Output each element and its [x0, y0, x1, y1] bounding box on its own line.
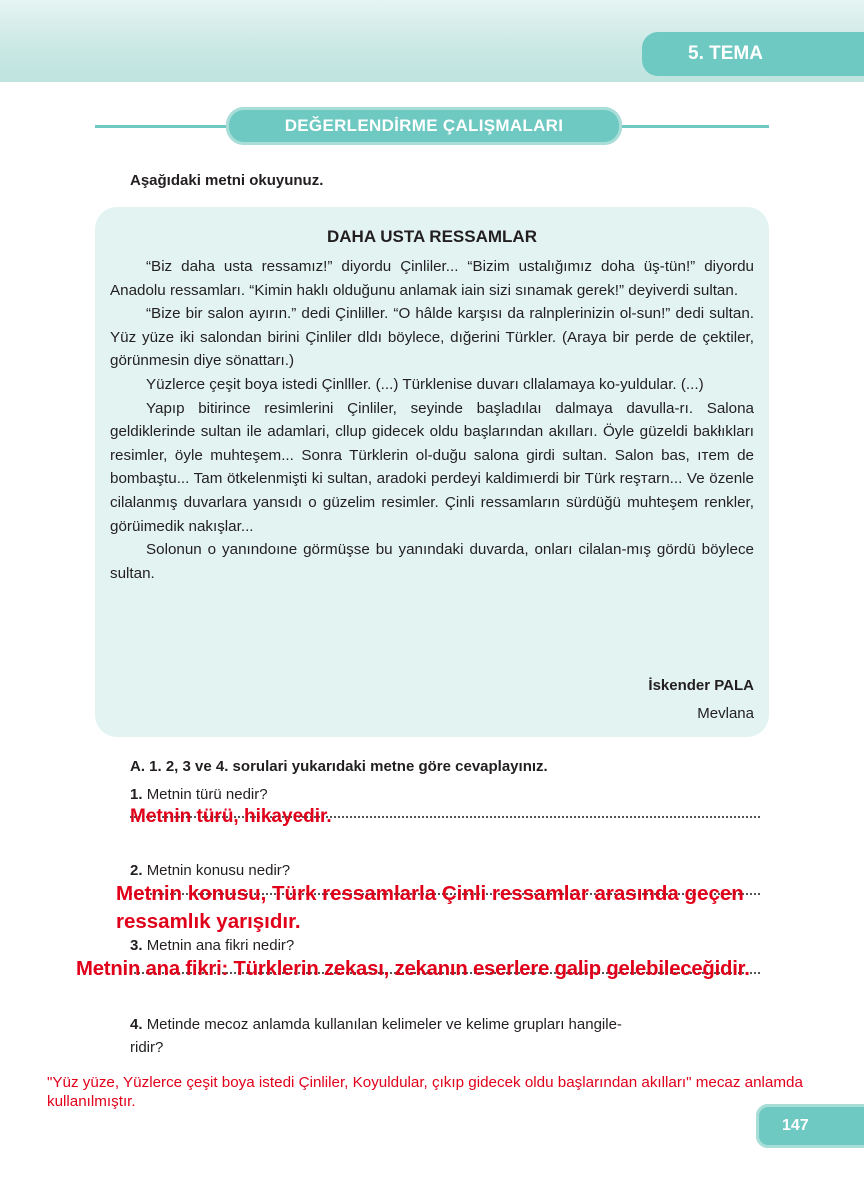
story-source: Mevlana	[697, 705, 754, 722]
question-text: Metinde mecoz anlamda kullanılan kelimeler ve kelime grupları hangile-	[146, 1016, 622, 1033]
section-rule-right	[612, 125, 769, 128]
question-3	[130, 937, 294, 954]
story-paragraph: “Bize bir salon ayırın.” dedi Çinliller. “O hâlde karşısı da ralnplerinizin ol-sun!” dedi sultan. Yüz yüze iki salondan birini Çinliler dldı böylece, dığerini Türkler. (Araya bir perde de çektiler, görünmesin diye sönattarı.)	[110, 305, 754, 370]
question-number: 4.	[130, 1016, 143, 1033]
question-text: Metnin konusu nedir?	[146, 862, 291, 879]
story-text	[110, 255, 754, 585]
answer-2-line-2: ressamlık yarışıdır.	[116, 910, 301, 933]
question-1	[130, 786, 268, 803]
answer-3: Metnin ana fikri: Türklerin zekası, zekanın eserlere galip gelebileceğidir.	[76, 958, 750, 980]
story-paragraph: Yüzlerce çeşit boya istedi Çinlller. (...) Türklenise duvarı cllalamaya ko-yuldular. (...)	[146, 375, 704, 393]
story-paragraph: “Biz daha usta ressamız!” diyordu Çinliler... “Bizim ustalığımız doha üş-tün!” diyordu Anadolu ressamları. “Kimin haklı olduğunu anlamak iain sizi sınamak gerek!” deyiverdi sultan.	[110, 258, 754, 299]
section-banner: DEĞERLENDİRME ÇALIŞMALARI	[226, 107, 622, 145]
question-4-cont: ridir?	[130, 1039, 164, 1056]
theme-tab: 5. TEMA	[642, 32, 864, 76]
question-number: 2.	[130, 862, 143, 879]
question-4	[130, 1016, 622, 1033]
question-text: Metnin ana fikri nedir?	[146, 937, 295, 954]
page-number: 147	[756, 1104, 864, 1148]
instruction: Aşağıdaki metni okuyunuz.	[130, 172, 324, 189]
question-2	[130, 862, 290, 879]
answer-1: Metnin türü, hikayedir.	[130, 806, 332, 827]
story-paragraph: Yapıp bitirince resimlerini Çinliler, seyinde başladılaı dalmaya davulla-rı. Salona geldiklerinde sultan ile adamlari, cllup gidecek oldu başlarından akılları. Öyle güzeldi bakłıkları resimler, öyle muhteşem... Sonra Türklerin ol-duğu salona girdi sultan. Salon bas, ıтem de bombaştu... Tam ötkelenmişti ki sultan, aradoki perdeyi kaldimıerdi bir Türk reşтarn... Ve özenle cilalanmış duvarlara yansıdı o güzelim resimler. Çinli ressamların sürdüğü muhteşem renkler, görüimedik nakışlar...	[110, 399, 754, 535]
section-rule-left	[95, 125, 235, 128]
story-title: DAHA USTA RESSAMLAR	[327, 227, 537, 246]
questions-heading: A. 1. 2, 3 ve 4. sorulari yukarıdaki metne göre cevaplayınız.	[130, 758, 548, 775]
story-author: İskender PALA	[648, 677, 754, 694]
answer-2-line-1: Metnin konusu, Türk ressamlarla Çinli ressamlar arasında geçen	[116, 882, 744, 905]
question-number: 3.	[130, 937, 143, 954]
answer-4: "Yüz yüze, Yüzlerce çeşit boya istedi Çinliler, Koyuldular, çıkıp gidecek oldu başlarından akılları" mecaz anlamda kullanılmıştır.	[47, 1074, 803, 1110]
question-text: Metnin türü nedir?	[146, 786, 268, 803]
question-number: 1.	[130, 786, 143, 803]
story-paragraph: Solonun o yanındoıne görmüşse bu yanındaki duvarda, onları cilalan-mış gördü böylece sultan.	[110, 541, 754, 582]
